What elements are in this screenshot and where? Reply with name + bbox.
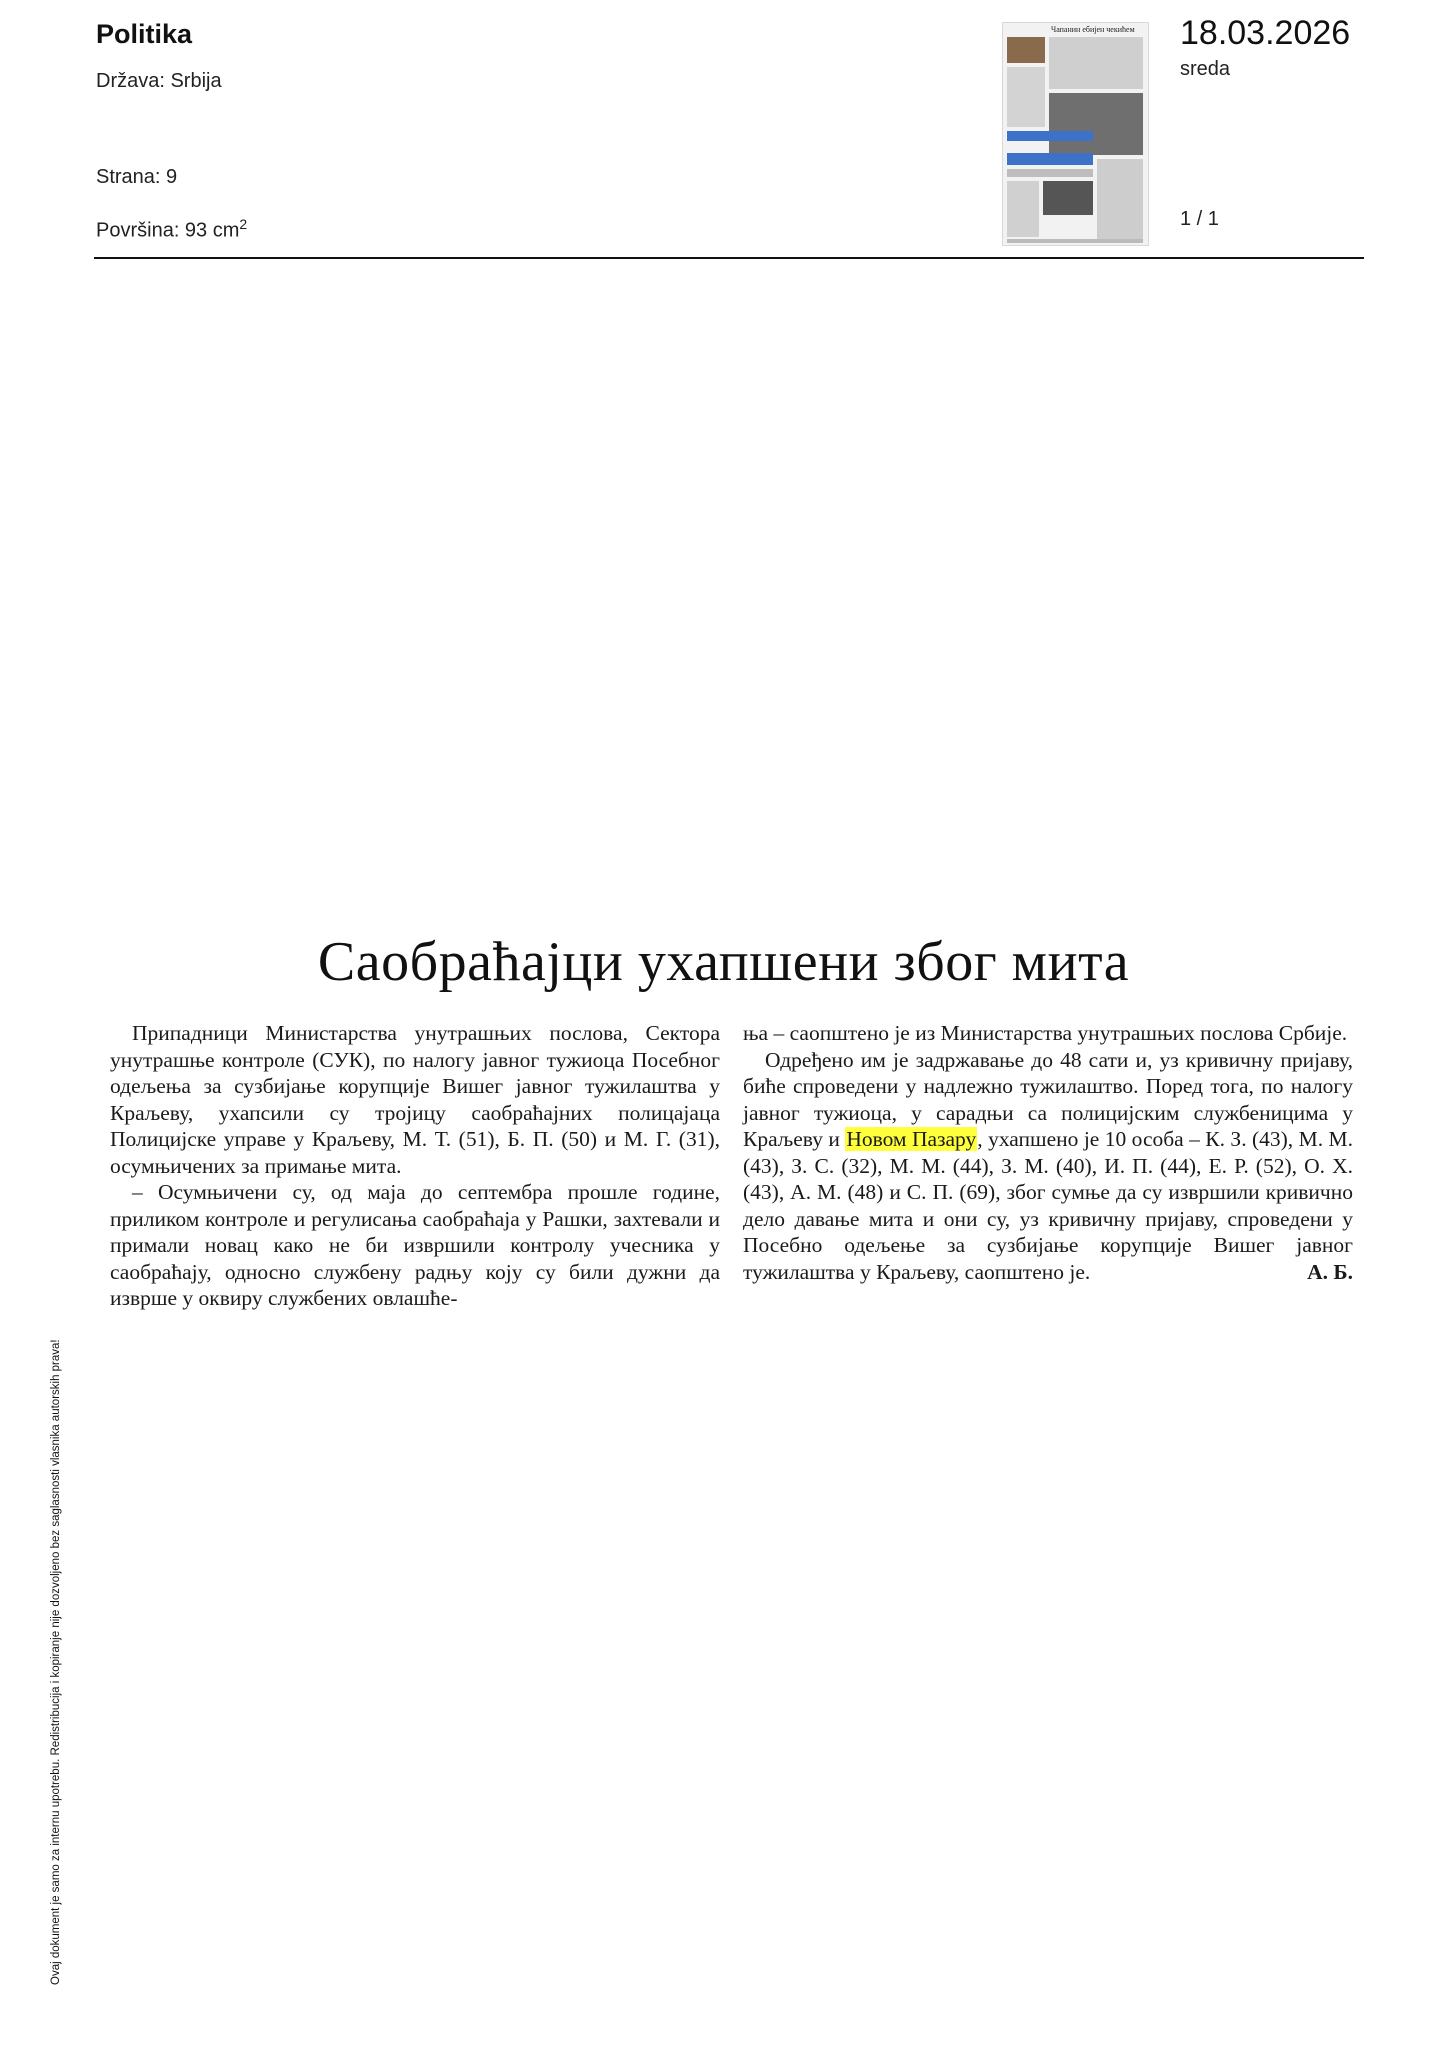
- issue-date: 18.03.2026: [1180, 14, 1351, 52]
- article-paragraph-1: Припадници Министарства унутрашњих послова, Сектора унутрашње контроле (СУК), по налогу јавног тужиоца Посебног одељења за сузбијање корупције Вишег јавног тужилаштва у Краљеву, ухапсили су тројицу саобраћајних полицајаца Полицијске управе у Краљеву, М. Т. (51), Б. П. (50) и М. Г. (31), осумњичених за примање мита.: [110, 1021, 720, 1178]
- article-paragraph-2: – Осумњичени су, од маја до септембра прошле године, приликом контроле и регулисања саобраћаја у Рашки, захтевали и примали новац како не би извршили контролу учесника у саобраћају, односно службену радњу коју су били дужни да изврше у оквиру службених овлашће-: [110, 1180, 720, 1310]
- thumb-headline: Чапанин eбијен чекићем: [1051, 25, 1135, 34]
- area-unit-superscript: 2: [239, 216, 248, 232]
- page-count: 1 / 1: [1180, 208, 1219, 230]
- highlighted-term: Новом Пазару: [846, 1127, 977, 1151]
- publication-name: Politika: [96, 19, 193, 49]
- thumb-footer-line: [1007, 239, 1143, 243]
- paragraph-3-start: Одређено им је задржавање до 48 сати и, уз кривичну пријаву, биће спроведени у надлежно тужилаштво. Поред тога, по налогу јавног тужиоца, у сарадњи са полицијским службеницима у Краљеву и: [743, 1047, 1353, 1151]
- thumb-text-block-4: [1007, 181, 1039, 237]
- thumb-blue-bar-1: [1007, 131, 1093, 141]
- thumb-text-block-2: [1007, 67, 1045, 127]
- thumb-text-block-1: [1049, 37, 1143, 89]
- header-right: [1180, 10, 1350, 81]
- page-thumbnail[interactable]: [1002, 22, 1149, 246]
- article-paragraph-2-continued: ња – саопштено је из Министарства унутрашњих послова Србије.: [743, 1021, 1348, 1045]
- thumb-blue-bar-2: [1007, 153, 1093, 165]
- thumb-photo-3: [1043, 181, 1093, 215]
- area-value: Površina: 93 cm: [96, 219, 240, 242]
- article-paragraph-3: [743, 1047, 1353, 1286]
- author-byline: А. Б.: [1307, 1259, 1353, 1284]
- header-left: [96, 16, 192, 52]
- thumb-headline-line: [1007, 169, 1093, 177]
- thumb-text-block-3: [1097, 159, 1143, 239]
- thumb-photo-2: [1049, 93, 1143, 155]
- page-number-label: Strana: 9: [96, 166, 178, 188]
- article-column-left: [110, 1020, 720, 1312]
- thumb-photo-1: [1007, 37, 1045, 63]
- header-divider: [94, 257, 1364, 259]
- country-label: Država: Srbija: [96, 70, 222, 92]
- paragraph-3-end: , ухапшено је 10 особа – К. З. (43), М. М. (43), З. С. (32), М. М. (44), З. М. (40), И. П. (44), Е. Р. (52), О. Х. (43), А. М. (48) и С. П. (69), због сумње да су извршили кривично дело давање мита и они су, уз кривичну пријаву, спроведени у Посебно одељење за сузбијање корупције Вишег јавног тужилаштва у Краљеву, саопштено је.: [743, 1127, 1353, 1284]
- article-headline: Саобраћајци ухапшени због мита: [317, 931, 1130, 993]
- area-label: [96, 216, 247, 243]
- article-column-right: [743, 1020, 1353, 1285]
- copyright-disclaimer: Ovaj dokument je samo za internu upotrebu. Redistribucija i kopiranje nije dozvoljeno bez saglasnosti vlasnika autorskih prava!: [50, 1339, 62, 1985]
- issue-weekday: sreda: [1180, 58, 1231, 80]
